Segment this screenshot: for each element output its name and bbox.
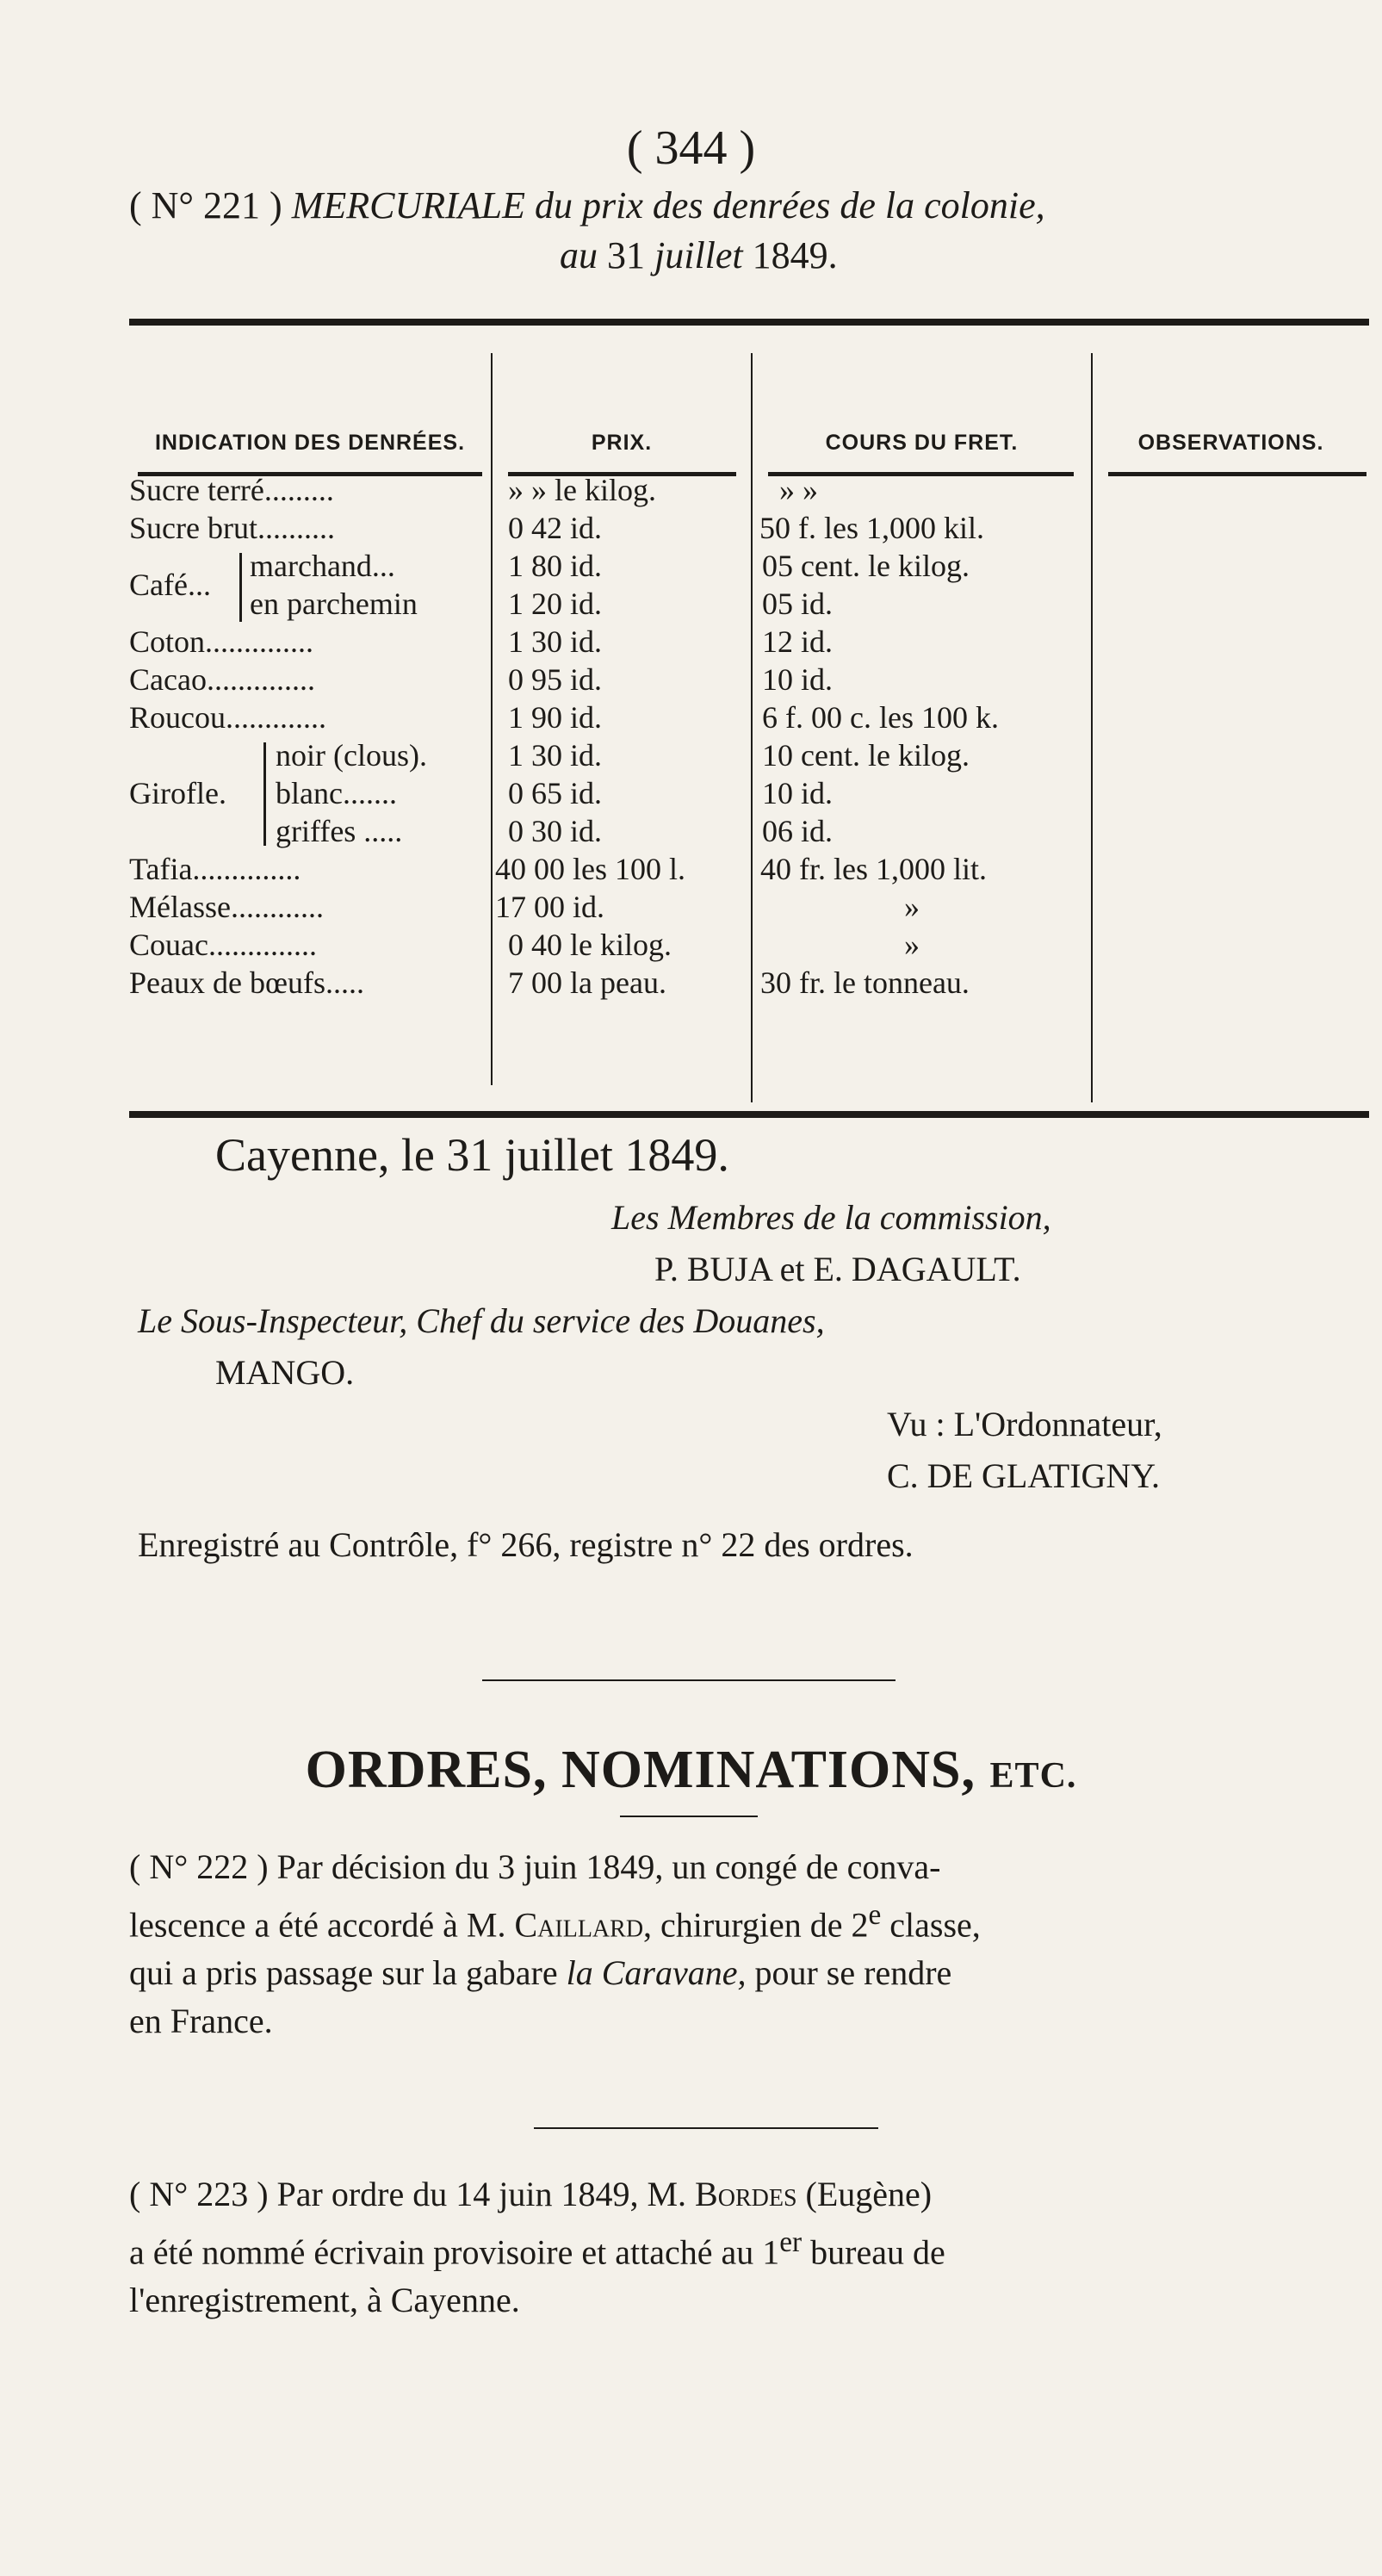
paragraph-223: ( N° 223 ) Par ordre du 14 juin 1849, M. Bordes (Eugène) a été nommé écrivain provisoire et attaché au 1er bureau de l'enregistrement, à Cayenne. <box>129 2175 945 2320</box>
table-row <box>129 510 1369 548</box>
row-fret: 10 cent. le kilog. <box>762 738 970 773</box>
row-price: 1 20 id. <box>508 587 603 621</box>
row-fret: » » <box>779 473 818 507</box>
header-month: juillet <box>654 234 743 276</box>
separator-rule <box>534 2127 878 2129</box>
header-denrees: INDICATION DES DENRÉES. <box>154 431 466 455</box>
table-row <box>129 737 1369 775</box>
bottom-rule <box>129 1111 1369 1118</box>
table-row <box>129 889 1369 927</box>
row-price: 1 80 id. <box>508 549 603 583</box>
commission-members: P. BUJA et E. DAGAULT. <box>654 1250 1021 1288</box>
row-name: Peaux de bœufs..... <box>129 965 364 1000</box>
row-price: 40 00 les 100 l. <box>495 852 685 886</box>
top-rule <box>129 319 1369 326</box>
row-price: 1 90 id. <box>508 700 603 735</box>
row-name: Tafia.............. <box>129 852 301 886</box>
row-name: noir (clous). <box>276 738 427 773</box>
header-year: 1849. <box>752 234 838 276</box>
brace-girofle <box>263 742 266 846</box>
row-fret: 50 f. les 1,000 kil. <box>759 511 984 545</box>
row-name: en parchemin <box>250 587 418 621</box>
commission-label: Les Membres de la commission, <box>611 1198 1051 1237</box>
row-price: 0 95 id. <box>508 662 603 697</box>
vu-ordonnateur: Vu : L'Ordonnateur, <box>887 1405 1162 1443</box>
header-observations: OBSERVATIONS. <box>1137 431 1324 455</box>
table-row <box>129 775 1369 813</box>
row-fret: » <box>904 928 920 962</box>
row-price: » » le kilog. <box>508 473 656 507</box>
row-fret: 40 fr. les 1,000 lit. <box>760 852 987 886</box>
table-row <box>129 927 1369 965</box>
ordonnateur-name: C. DE GLATIGNY. <box>887 1456 1161 1495</box>
row-name: griffes ..... <box>276 814 403 848</box>
table-row <box>129 699 1369 737</box>
row-fret: 10 id. <box>762 776 834 810</box>
row-name: Mélasse............ <box>129 890 324 924</box>
row-name: blanc....... <box>276 776 397 810</box>
header-title: MERCURIALE <box>291 184 525 227</box>
header-fret: COURS DU FRET. <box>825 431 1019 455</box>
group-label-cafe: Café... <box>129 568 211 602</box>
enregistre-note: Enregistré au Contrôle, f° 266, registre n° 22 des ordres. <box>138 1525 914 1564</box>
row-fret: » <box>904 890 920 924</box>
row-fret: 05 id. <box>762 587 834 621</box>
row-fret: 30 fr. le tonneau. <box>760 965 970 1000</box>
row-price: 1 30 id. <box>508 624 603 659</box>
row-price: 1 30 id. <box>508 738 603 773</box>
row-fret: 06 id. <box>762 814 834 848</box>
header-number: ( N° 221 ) <box>129 184 282 227</box>
row-name: Cacao.............. <box>129 662 315 697</box>
row-name: Sucre terré......... <box>129 473 334 507</box>
separator-rule <box>482 1679 896 1681</box>
table-row <box>129 813 1369 851</box>
document-header <box>129 181 1369 281</box>
paragraph-222: ( N° 222 ) Par décision du 3 juin 1849, un congé de conva- lescence a été accordé à M. Caillard, chirurgien de 2e classe, qui a pris passage sur la gabare la Caravane, pour se rendre en France. <box>129 1847 981 2041</box>
row-price: 17 00 id. <box>495 890 605 924</box>
row-fret: 10 id. <box>762 662 834 697</box>
row-name: marchand... <box>250 549 395 583</box>
row-price: 0 30 id. <box>508 814 603 848</box>
row-name: Sucre brut.......... <box>129 511 335 545</box>
table-row <box>129 624 1369 661</box>
row-name: Coton.............. <box>129 624 314 659</box>
place-date: Cayenne, le 31 juillet 1849. <box>215 1129 729 1181</box>
table-row <box>129 472 1369 510</box>
section-underline <box>620 1816 758 1817</box>
table-row <box>129 851 1369 889</box>
group-label-girofle: Girofle. <box>129 776 226 810</box>
row-price: 0 42 id. <box>508 511 603 545</box>
row-fret: 12 id. <box>762 624 834 659</box>
header-day: 31 <box>607 234 645 276</box>
table-row <box>129 586 1369 624</box>
row-price: 0 40 le kilog. <box>508 928 672 962</box>
header-title-rest: du prix des denrées de la colonie, <box>534 184 1045 227</box>
row-price: 7 00 la peau. <box>508 965 666 1000</box>
row-fret: 05 cent. le kilog. <box>762 549 970 583</box>
row-price: 0 65 id. <box>508 776 603 810</box>
inspector-name: MANGO. <box>215 1353 355 1392</box>
table-row <box>129 661 1369 699</box>
page-number: ( 344 ) <box>626 121 756 175</box>
table-row <box>129 965 1369 1002</box>
section-title: ORDRES, NOMINATIONS, ETC. <box>305 1741 1077 1799</box>
row-fret: 6 f. 00 c. les 100 k. <box>762 700 999 735</box>
inspector-label: Le Sous-Inspecteur, Chef du service des Douanes, <box>138 1301 825 1340</box>
header-au: au <box>560 234 598 276</box>
price-table <box>129 327 1369 1094</box>
row-name: Roucou............. <box>129 700 326 735</box>
row-name: Couac.............. <box>129 928 317 962</box>
brace-cafe <box>239 553 242 622</box>
table-row <box>129 548 1369 586</box>
header-prix: PRIX. <box>591 431 653 455</box>
section-etc: ETC. <box>989 1756 1077 1796</box>
